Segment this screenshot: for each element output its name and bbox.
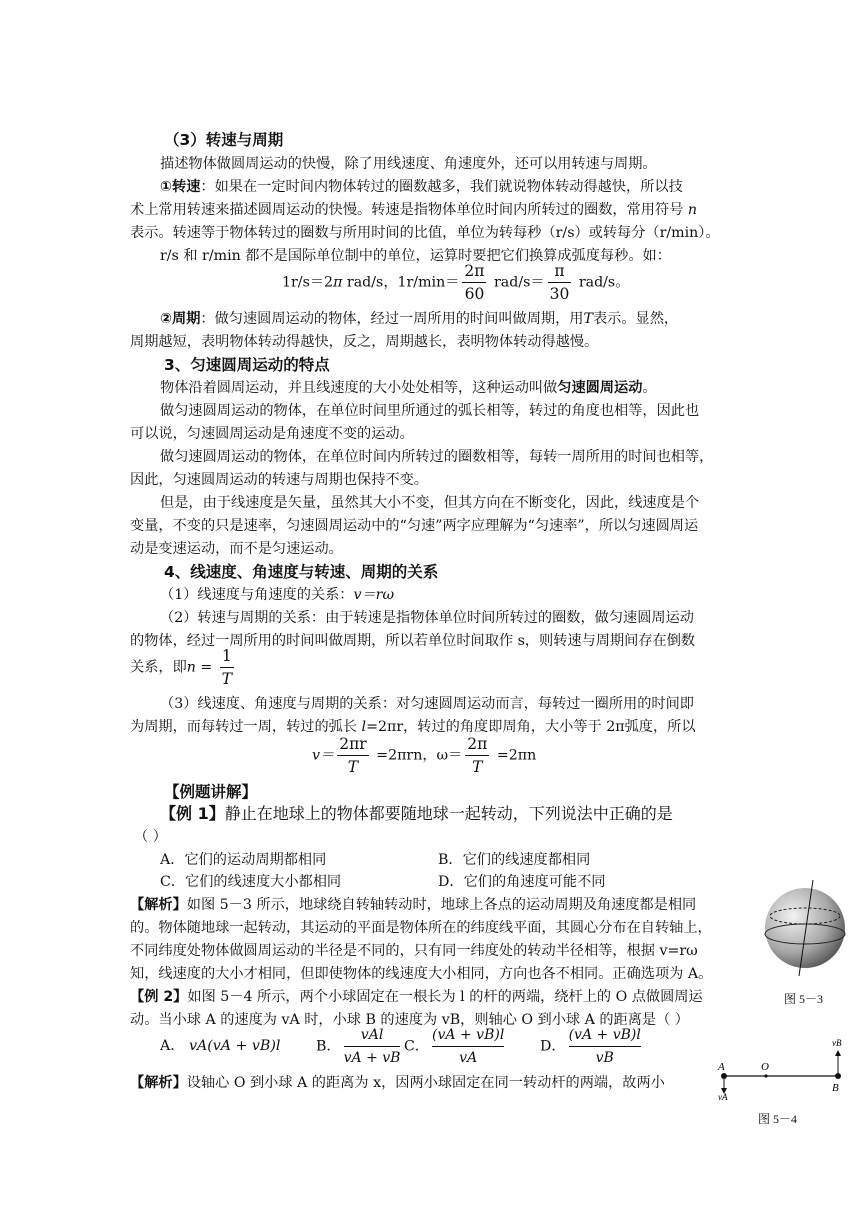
analysis-tag: 【解析】 [130, 1075, 187, 1091]
paragraph: r/s 和 r/min 都不是国际单位制中的单位，运算时要把它们换算成弧度每秒。如： [160, 248, 671, 264]
paragraph: 术上常用转速来描述圆周运动的快慢。转速是指物体单位时间内所转过的圈数，常用符号 n [130, 202, 697, 218]
paragraph: 变量，不变的只是速率，匀速圆周运动中的“匀速”两字应理解为“匀速率”，所以匀速圆周运 [130, 518, 699, 534]
label-vb: vB [832, 1038, 842, 1048]
fraction: $\frac{2\pi r}{T}$ [339, 735, 367, 776]
figure-5-3-globe [760, 878, 850, 978]
paragraph: 的物体，经过一周所用的时间叫做周期，所以若单位时间取作 s，则转速与周期间存在倒数 [130, 633, 696, 649]
paragraph: （1）线速度与角速度的关系：v＝rω [160, 587, 395, 603]
option-c: C．它们的线速度大小都相同 [160, 874, 342, 890]
analysis-1-line: 的。物体随地球一起转动，其运动的平面是物体所在的纬度线平面，其圆心分布在自转轴上， [130, 920, 712, 936]
paragraph: 因此，匀速圆周运动的转速与周期也保持不变。 [130, 472, 428, 488]
option-b-formula: B． $\frac{\text{vAl}}{vA + vB}$ [316, 1024, 403, 1069]
label-b: B [832, 1082, 839, 1094]
paragraph: 可以说，匀速圆周运动是角速度不变的运动。 [130, 426, 414, 442]
section-heading-relations: 4、线速度、角速度与转速、周期的关系 [164, 563, 439, 581]
figure-5-4-rod [712, 1036, 852, 1100]
paragraph: 做匀速圆周运动的物体，在单位时间内所转过的圈数相等，每转一周所用的时间也相等， [160, 449, 714, 465]
analysis-1: 【解析】如图 5－3 所示，地球绕自转轴转动时，地球上各点的运动周期及角速度都是相同 [130, 897, 697, 913]
paragraph: 物体沿着圆周运动，并且线速度的大小处处相等，这种运动叫做匀速圆周运动。 [160, 380, 657, 396]
examples-heading: 【例题讲解】 [164, 783, 258, 801]
answer-bracket: （ ） [134, 829, 167, 845]
paragraph: 做匀速圆周运动的物体，在单位时间里所通过的弧长相等，转过的角度也相等，因此也 [160, 403, 700, 419]
analysis-1-line: 知，线速度的大小才相同，但即使物体的线速度大小相同，方向也各不相同。正确选项为 A。 [130, 966, 713, 982]
fraction: $\frac{1}{T}$ [221, 647, 232, 688]
fraction: $\frac{(vA + vB)l}{vA}$ [432, 1024, 504, 1069]
paragraph: 为周期，而每转过一周，转过的弧长 l=2πr，转过的角度即周角，大小等于 2π弧度，所以 [130, 719, 696, 735]
ball-b [835, 1073, 841, 1079]
paragraph: ②周期：做匀速圆周运动的物体，经过一周所用的时间叫做周期，用T表示。显然， [160, 311, 679, 327]
paragraph: 描述物体做圆周运动的快慢，除了用线速度、角速度外，还可以用转速与周期。 [160, 156, 657, 172]
formula-v-omega: v＝ $\frac{2\pi r}{T}$ =2πrn，ω＝ $\frac{2\pi}{T}$ =2πn [312, 735, 537, 776]
paragraph: 表示。转速等于物体转过的圈数与所用时间的比值，单位为转每秒（r/s）或转每分（r/min）。 [130, 225, 720, 241]
option-a: A．它们的运动周期都相同 [160, 852, 327, 868]
paragraph: 但是，由于线速度是矢量，虽然其大小不变，但其方向在不断变化，因此，线速度是个 [160, 495, 700, 511]
term: ②周期 [160, 311, 201, 327]
example-1-question: 【例 1】静止在地球上的物体都要随地球一起转动，下列说法中正确的是 [160, 804, 673, 823]
fraction: $\frac{2\pi}{T}$ [467, 735, 488, 776]
label-a: A [718, 1061, 725, 1073]
option-a-formula: A． vA(vA + vB)l [160, 1038, 281, 1054]
example-2-question-line: 动。当小球 A 的速度为 vA 时，小球 B 的速度为 vB，则轴心 O 到小球 A 的距离是（ ） [130, 1012, 689, 1028]
figure-5-3-caption: 图 5－3 [784, 992, 824, 1006]
globe-sphere [765, 888, 845, 968]
arrow-vb-head [835, 1050, 841, 1056]
term: 匀速圆周运动 [557, 380, 643, 396]
fraction: $\frac{\pi}{30}$ [549, 262, 570, 303]
example-2-question: 【例 2】如图 5－4 所示，两个小球固定在一根长为 l 的杆的两端，绕杆上的 O 点做圆周运 [130, 989, 703, 1005]
option-c-formula: C． $\frac{(vA + vB)l}{vA}$ [404, 1024, 507, 1069]
formula-conversion: 1r/s＝2π rad/s，1r/min＝ $\frac{2\pi}{60}$ rad/s＝ $\frac{\pi}{30}$ rad/s。 [282, 262, 630, 303]
section-heading-speed-period: （3）转速与周期 [164, 131, 284, 149]
analysis-tag: 【解析】 [130, 897, 187, 913]
paragraph: ①转速：如果在一定时间内物体转过的圈数越多，我们就说物体转动得越快，所以技 [160, 179, 683, 195]
fraction: $\frac{2\pi}{60}$ [464, 262, 485, 303]
fraction: $\frac{(vA + vB)l}{vB}$ [569, 1024, 641, 1069]
label-o: O [761, 1061, 769, 1073]
paragraph: （3）线速度、角速度与周期的关系：对匀速圆周运动而言，每转过一圈所用的时间即 [160, 696, 694, 712]
example-tag: 【例 1】 [160, 804, 225, 823]
paragraph: （2）转速与周期的关系：由于转速是指物体单位时间所转过的圈数，做匀速圆周运动 [160, 610, 694, 626]
example-tag: 【例 2】 [130, 989, 188, 1005]
label-va: vA [718, 1092, 728, 1100]
section-heading-uniform-circular: 3、匀速圆周运动的特点 [164, 356, 330, 374]
paragraph: 动是变速运动，而不是匀速运动。 [130, 541, 343, 557]
analysis-2: 【解析】设轴心 O 到小球 A 的距离为 x，因两小球固定在同一转动杆的两端，故两小 [130, 1075, 665, 1091]
option-d-formula: D． $\frac{(vA + vB)l}{vB}$ [540, 1024, 644, 1069]
figure-5-4-caption: 图 5－4 [758, 1112, 798, 1126]
term: ①转速 [160, 179, 201, 195]
ball-a [721, 1073, 727, 1079]
option-d: D．它们的角速度可能不同 [438, 874, 606, 890]
paragraph: 关系，即n = $\frac{1}{T}$ [130, 647, 232, 688]
analysis-1-line: 不同纬度处物体做圆周运动的半径是不同的，只有同一纬度处的转动半径相等，根据 v=rω [130, 943, 698, 959]
fraction: $\frac{\text{vAl}}{vA + vB}$ [344, 1024, 401, 1069]
pivot-o [764, 1074, 767, 1077]
option-b: B．它们的线速度都相同 [438, 852, 591, 868]
paragraph: 周期越短，表明物体转动得越快，反之，周期越长，表明物体转动得越慢。 [130, 334, 599, 350]
